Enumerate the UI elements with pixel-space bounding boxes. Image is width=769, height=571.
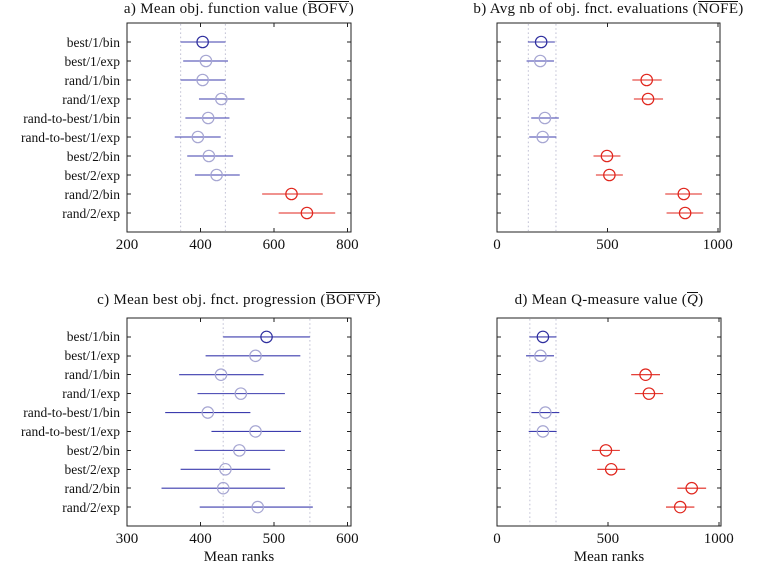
subplot-title: d) Mean Q-measure value (Q)	[514, 292, 704, 308]
category-label: rand/2/bin	[64, 480, 120, 496]
category-label: rand-to-best/1/bin	[23, 110, 120, 126]
category-label: best/1/bin	[66, 329, 120, 345]
x-tick-label: 300	[115, 531, 139, 547]
category-label: rand/1/bin	[64, 72, 120, 88]
category-label: rand/1/exp	[62, 386, 120, 402]
x-tick-label: 200	[115, 237, 139, 253]
category-label: rand/1/exp	[62, 91, 120, 107]
category-label: best/2/exp	[64, 167, 120, 183]
x-axis-label: Mean ranks	[573, 549, 645, 565]
x-tick-label: 0	[493, 237, 501, 253]
axes-box	[127, 318, 351, 526]
subplot-d	[384, 285, 769, 571]
category-label: rand/2/exp	[62, 499, 120, 515]
title-overlined-term: BOFVP	[325, 292, 376, 308]
x-tick-label: 600	[262, 237, 286, 253]
x-tick-label: 0	[493, 531, 501, 547]
category-label: rand/2/exp	[62, 205, 120, 221]
plot-area-b	[384, 0, 769, 285]
title-overlined-term: NOFE	[697, 1, 739, 17]
axes-box	[127, 23, 351, 232]
plot-area-c	[0, 285, 384, 571]
category-label: rand-to-best/1/exp	[21, 129, 120, 145]
x-tick-label: 500	[262, 531, 286, 547]
x-tick-label: 400	[189, 237, 212, 253]
subplot-b	[384, 0, 769, 285]
x-tick-label: 800	[336, 237, 359, 253]
category-label: rand/1/bin	[64, 367, 120, 383]
title-overlined-term: BOFV	[307, 1, 349, 17]
subplot-title: b) Avg nb of obj. fnct. evaluations (NOFE)	[473, 1, 744, 17]
subplot-c	[0, 285, 384, 571]
x-tick-label: 600	[336, 531, 359, 547]
x-tick-label: 1000	[702, 237, 733, 253]
x-tick-label: 500	[596, 237, 619, 253]
axes-box	[497, 23, 720, 232]
x-tick-label: 500	[596, 531, 620, 547]
category-label: best/1/bin	[66, 34, 120, 50]
plot-area-a	[0, 0, 384, 285]
x-tick-label: 400	[189, 531, 212, 547]
category-label: best/1/exp	[64, 348, 120, 364]
subplot-title: c) Mean best obj. fnct. progression (BOFVP)	[97, 292, 381, 308]
category-label: best/2/bin	[66, 442, 120, 458]
category-label: best/2/exp	[64, 461, 120, 477]
subplot-title: a) Mean obj. function value (BOFV)	[123, 1, 355, 17]
category-label: rand/2/bin	[64, 186, 120, 202]
axes-box	[497, 318, 721, 526]
category-label: best/1/exp	[64, 53, 120, 69]
category-label: rand-to-best/1/exp	[21, 423, 120, 439]
subplot-a	[0, 0, 384, 285]
category-label: best/2/bin	[66, 148, 120, 164]
x-axis-label: Mean ranks	[203, 549, 275, 565]
x-tick-label: 1000	[703, 531, 734, 547]
plot-area-d	[384, 285, 769, 571]
category-label: rand-to-best/1/bin	[23, 405, 120, 421]
title-overlined-term: Q	[687, 292, 699, 308]
